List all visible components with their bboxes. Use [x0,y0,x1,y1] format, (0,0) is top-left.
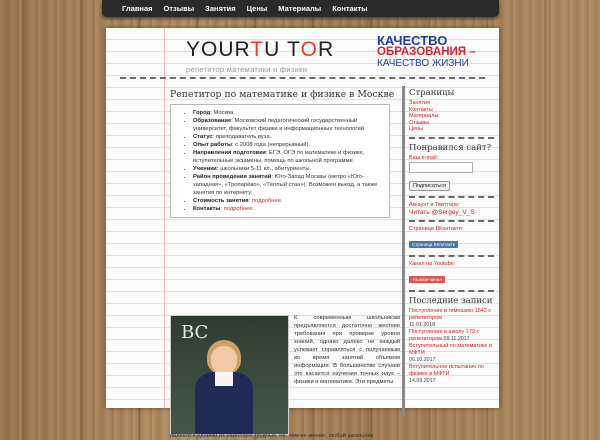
slogan [377,34,497,69]
nav-materials[interactable]: Материалы [278,4,322,13]
pages-heading: Страницы [409,88,455,98]
nav-contacts[interactable]: Контакты [332,4,368,13]
sidebar-divider [409,255,494,257]
recent-post-link[interactable]: Вступительный по математике в МФТИ [409,342,492,356]
girl-face [211,346,237,374]
info-item-contacts: • Контакты: подробнее. [193,205,385,213]
info-item-education: • Образование: Московский педагогический государственный университет, факультет физики и информационных технологий. [193,117,385,133]
subscribe-button[interactable]: Подписаться [409,181,450,191]
vk-label: Страница ВКонтакте: [409,225,464,232]
intro-paragraph-continued: являются одними из наиболее трудных, но, тем не менее, любой школьник [170,433,374,439]
header-divider [120,77,485,79]
notebook-page [106,28,499,439]
vk-badge[interactable]: Страница ВКонтакте [409,241,458,248]
info-item-status: • Статус: преподаватель вуза. [193,133,385,141]
girl-collar [215,372,233,386]
info-item-area: • Район проведения занятий: Юго-Запад Москвы (метро «Юго-западная», «Тропарёво», «Тёплый стан»). Возможен выезд, а также занятия по интернету. [193,173,385,197]
recent-post-link[interactable]: Вступительное испытание по физике в МФТИ [409,363,484,377]
sidebar-link-materials[interactable]: Материалы [409,113,439,120]
sidebar-divider [409,290,494,292]
top-navigation [102,0,499,17]
sidebar [402,86,494,416]
info-item-students: • Ученики: школьники 5-11 кл., абитуриенты. [193,165,385,173]
pages-list [409,100,494,133]
slogan-line-3: КАЧЕСТВО ЖИЗНИ [377,57,469,69]
recent-post-date: 09.11.2017 [443,335,470,342]
recent-posts-list [409,308,494,385]
like-heading: Понравился сайт? [409,142,492,153]
info-item-experience: • Опыт работы: с 2008 года (непрерывный). [193,141,385,149]
email-field[interactable] [409,162,473,173]
email-label: Ваш e-mail: [409,154,439,161]
recent-posts-heading: Последние записи [409,295,493,306]
sidebar-link-contacts[interactable]: Контакты [409,106,433,113]
info-item-price: • Стоимость занятия: подробнее. [193,197,385,205]
sidebar-divider [409,196,494,198]
site-logo[interactable]: YOURTU TOR [186,38,335,61]
sidebar-link-prices[interactable]: Цены [409,126,424,133]
info-list [171,109,385,213]
slogan-line-2: ОБРАЗОВАНИЯ – [377,46,476,59]
student-photo [170,315,289,435]
info-item-directions: • Направления подготовки: ЕГЭ, ОГЭ по математике и физике, вступительные экзамены, помощь по школьной программе. [193,149,385,165]
logo-subtitle: репетитор математики и физики [186,65,308,74]
twitter-label: Аккаунт в Твиттере: [409,201,460,208]
nav-lessons[interactable]: Занятия [205,4,236,13]
sidebar-link-reviews[interactable]: Отзывы [409,119,430,126]
recent-post-date: 14.09.2017 [409,377,436,384]
nav-home[interactable]: Главная [122,4,153,13]
margin-line [164,28,165,408]
info-box [170,104,390,218]
recent-post-date: 06.10.2017 [409,356,436,363]
info-item-city: • Город: Москва. [193,109,385,117]
recent-post-link: Поступление в школу 179 с репетитором 09.11.2017 [409,328,480,342]
sidebar-link-lessons[interactable]: Занятия [409,100,430,106]
slogan-line-1: КАЧЕСТВО [377,33,448,48]
twitter-link[interactable]: Читать @Sergey_V_S [409,208,475,216]
sidebar-divider [409,220,494,222]
youtube-badge[interactable]: Youtube-канал [409,276,445,283]
youtube-label: Канал на Youtube: [409,260,456,267]
page-title: Репетитор по математике и физике в Москве [170,89,395,100]
recent-post-link[interactable]: Поступление в гимназию 1543 с репетитором [409,307,492,321]
recent-post-date: 11.01.2018 [409,321,436,328]
intro-paragraph: К современным школьникам предъявляются достаточно жесткие требования при проверке уровня знаний, однако далеко не каждый успевает справляться с получаемым во время занятий объемом информации. В большинстве случаев это касается изучения точных наук – физики и математики. Эти предметы [294,315,400,385]
price-more-link[interactable]: подробнее [251,198,281,204]
chalkboard-text: BC [181,322,209,343]
nav-reviews[interactable]: Отзывы [163,4,195,13]
main-content [164,86,400,439]
nav-prices[interactable]: Цены [246,4,268,13]
contacts-more-link[interactable]: подробнее [223,206,253,212]
sidebar-divider [409,137,494,139]
